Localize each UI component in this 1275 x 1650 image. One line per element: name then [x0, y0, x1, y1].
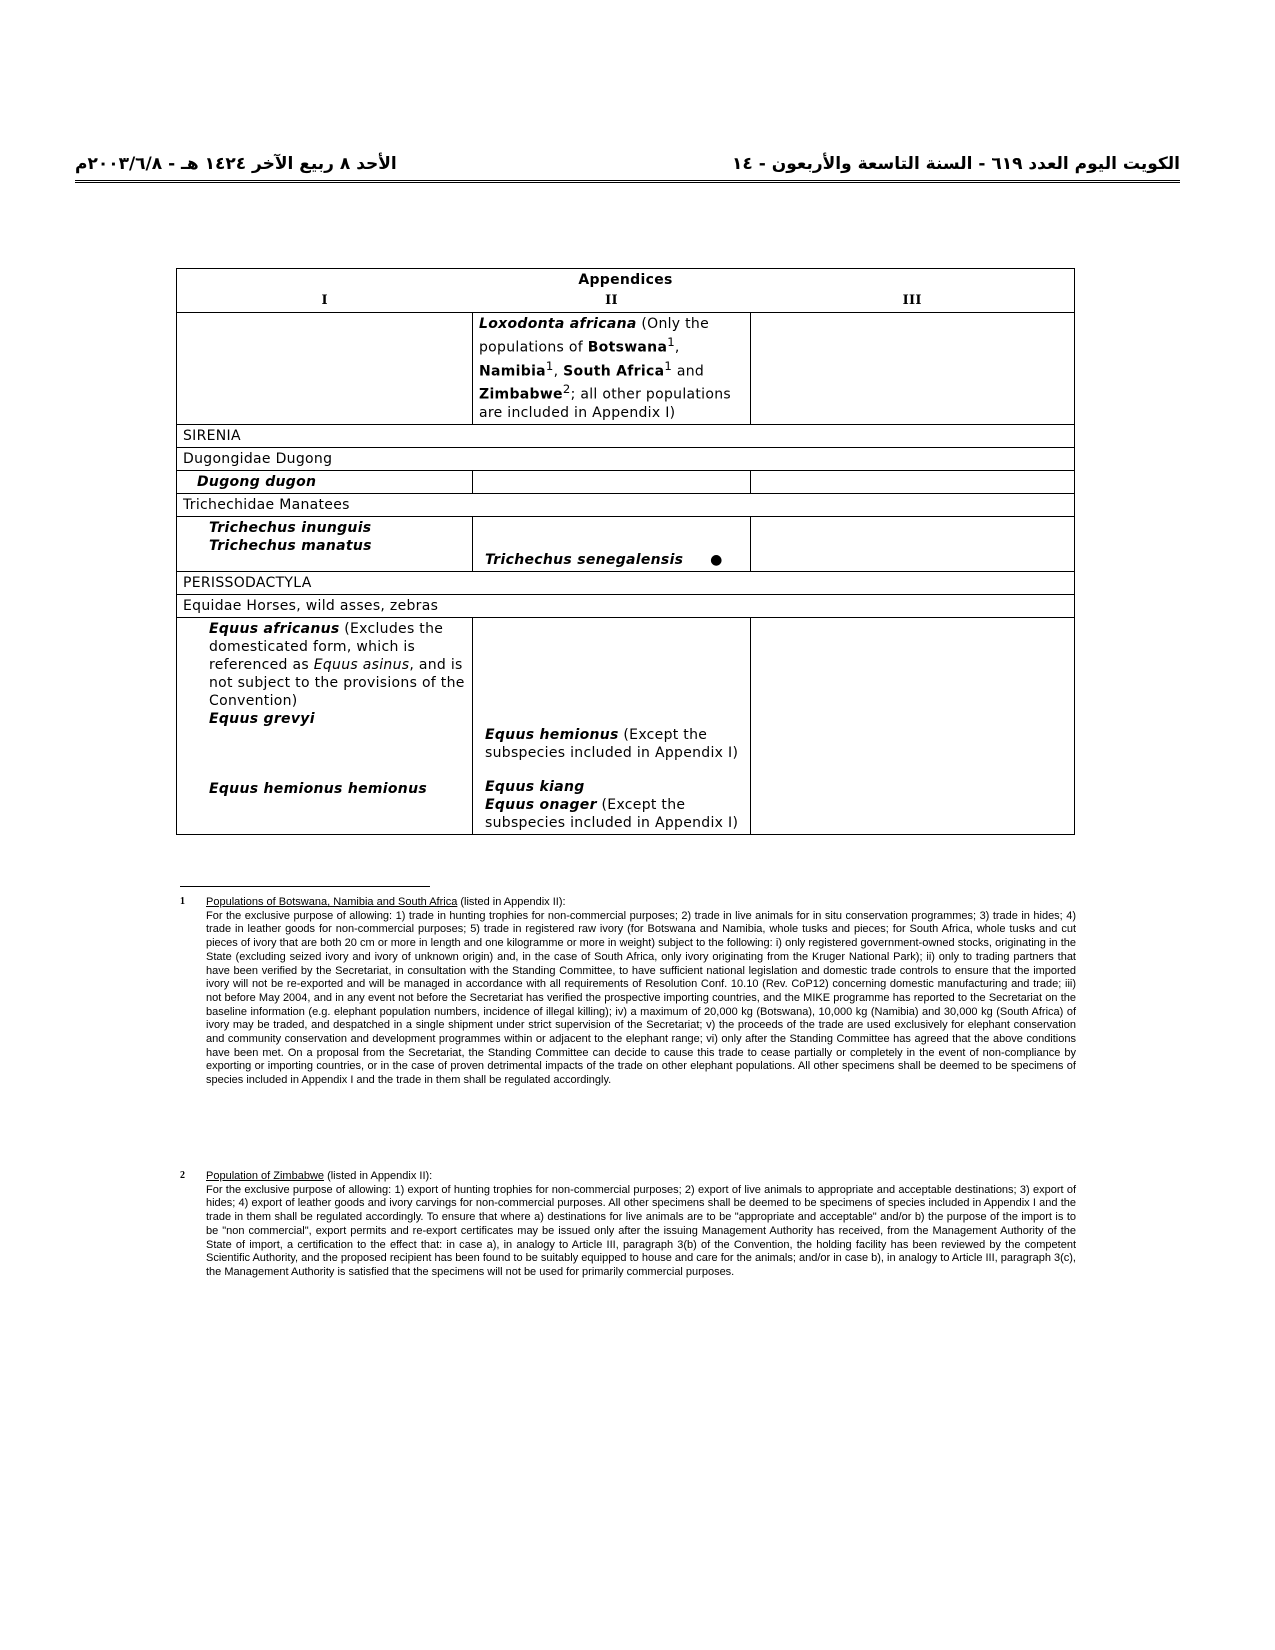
footnote-1: Populations of Botswana, Namibia and South Africa (listed in Appendix II): For the exclusive purpose of allowing: 1) trade in hunting trophies for non-commercial purposes; 2) trade in live animals for in situ conservation programmes; 3) trade in hides; 4) trade in leather goods for non-commercial purposes; 5) trade in registered raw ivory (for Botswana and Namibia, whole tusks and pieces; for South Africa, whole tusks and cut pieces of ivory that are both 20 cm or more in length and one kilogramme or more in weight) subject to the following: i) only registered government-owned stocks, originating in the State (excluding seized ivory and ivory of unknown origin) and, in the case of South Africa, only ivory originating from the Kruger National Park); ii) only to trading partners that have been verified by the Secretariat, in consultation with the Standing Committee, to have sufficient national legislation and domestic trade controls to ensure that the imported ivory will not be re-exported and will be managed in accordance with all requirements of Resolution Conf. 10.10 (Rev. CoP12) concerning domestic manufacturing and trade; iii) not before May 2004, and in any event not before the Secretariat has verified the prospective importing countries, and the MIKE programme has reported to the Secretariat on the baseline information (e.g. elephant population numbers, incidence of illegal killing); iv) a maximum of 20,000 kg (Botswana), 10,000 kg (Namibia) and 30,000 kg (South Africa) of ivory may be traded, and despatched in a single shipment under strict supervision of the Secretariat; v) the proceeds of the trade are used exclusively for elephant conservation and community conservation and development programmes within or adjacent to the elephant range; vi) only after the Standing Committee has agreed that the above conditions have been met. On a proposal from the Secretariat, the Standing Committee can decide to cause this trade to cease partially or completely in the event of non-compliance by exporting or importing countries, or in the case of proven detrimental impacts of the trade on other elephant populations. All other specimens shall be deemed to be specimens of species included in Appendix I and the trade in them shall be regulated accordingly.: [206, 896, 1076, 1087]
species-trichechus-manatus: Trichechus manatus: [209, 537, 372, 554]
table-row: [177, 313, 1075, 425]
table-row: [177, 617, 1075, 834]
species-equus-africanus: Equus africanus (Excludes the domesticated form, which is referenced as Equus asinus, and is not subject to the provisions of the Convention): [209, 620, 465, 709]
table-row: [177, 470, 1075, 493]
appendices-table: [176, 268, 1075, 835]
table-row: [177, 516, 1075, 571]
table-row: [177, 571, 1075, 594]
table-title: Appendices: [177, 269, 1075, 290]
footnote-1-title: Populations of Botswana, Namibia and South Africa: [206, 896, 458, 908]
species-trichechus-inunguis: Trichechus inunguis: [209, 519, 372, 536]
species-trichechus-senegalensis: Trichechus senegalensis: [485, 551, 684, 568]
order-perissodactyla: PERISSODACTYLA: [177, 571, 1075, 594]
header-date: الأحد ٨ ربيع الآخر ١٤٢٤ هـ - ٢٠٠٣/٦/٨م: [75, 154, 397, 174]
species-equus-kiang: Equus kiang: [485, 778, 585, 795]
footnote-separator: [180, 886, 430, 887]
species-equus-hemionus: Equus hemionus (Except the subspecies included in Appendix I): [485, 726, 739, 761]
species-equus-hemionus-hemionus: Equus hemionus hemionus: [209, 780, 427, 797]
column-header-i: I: [321, 293, 328, 308]
table-title-row: [177, 269, 1075, 290]
table-row: [177, 493, 1075, 516]
bullet-icon: ●: [710, 551, 723, 568]
column-header-ii: II: [605, 293, 618, 308]
footnote-marker-1: 1: [180, 896, 185, 907]
order-sirenia: SIRENIA: [177, 424, 1075, 447]
table-row: [177, 594, 1075, 617]
table-row: [177, 424, 1075, 447]
footnote-2: Population of Zimbabwe (listed in Appendix II): For the exclusive purpose of allowing: 1) export of hunting trophies for non-commercial purposes; 2) export of live animals to appropriate and acceptable destinations; 3) export of hides; 4) export of leather goods and ivory carvings for non-commercial purposes. All other specimens shall be deemed to be specimens of species included in Appendix I and the trade in them shall be regulated accordingly. To ensure that where a) destinations for live animals are to be "appropriate and acceptable" and/or b) the purpose of the import is to be "non commercial", export permits and re-export certificates may be issued only after the issuing Management Authority has received, from the Management Authority of the State of import, a certification to the effect that: in case a), in analogy to Article III, paragraph 3(b) of the Convention, the holding facility has been reviewed by the competent Scientific Authority, and the proposed recipient has been found to be suitably equipped to house and care for the animals; and/or in case b), in analogy to Article III, paragraph 3(c), the Management Authority is satisfied that the specimens will not be used for primarily commercial purposes.: [206, 1170, 1076, 1278]
page-header: [75, 150, 1180, 183]
footnote-marker-2: 2: [180, 1170, 185, 1181]
footnote-1-body: For the exclusive purpose of allowing: 1) trade in hunting trophies for non-commercial purposes; 2) trade in live animals for in situ conservation programmes; 3) trade in hides; 4) trade in leather goods for non-commercial purposes; 5) trade in registered raw ivory (for Botswana and Namibia, whole tusks and pieces; for South Africa, whole tusks and cut pieces of ivory that are both 20 cm or more in length and one kilogramme or more in weight) subject to the following: i) only registered government-owned stocks, originating in the State (excluding seized ivory and ivory of unknown origin) and, in the case of South Africa, only ivory originating from the Kruger National Park); ii) only to trading partners that have been verified by the Secretariat, in consultation with the Standing Committee, to have sufficient national legislation and domestic trade controls to ensure that the imported ivory will not be re-exported and will be managed in accordance with all requirements of Resolution Conf. 10.10 (Rev. CoP12) concerning domestic manufacturing and trade; iii) not before May 2004, and in any event not before the Secretariat has verified the prospective importing countries, and the MIKE programme has reported to the Secretariat on the baseline information (e.g. elephant population numbers, incidence of illegal killing); iv) a maximum of 20,000 kg (Botswana), 10,000 kg (Namibia) and 30,000 kg (South Africa) of ivory may be traded, and despatched in a single shipment under strict supervision of the Secretariat; v) the proceeds of the trade are used exclusively for elephant conservation and community conservation and development programmes within or adjacent to the elephant range; vi) only after the Standing Committee has agreed that the above conditions have been met. On a proposal from the Secretariat, the Standing Committee can decide to cause this trade to cease partially or completely in the event of non-compliance by exporting or importing countries, or in the case of proven detrimental impacts of the trade on other elephant populations. All other specimens shall be deemed to be specimens of species included in Appendix I and the trade in them shall be regulated accordingly.: [206, 909, 1076, 1087]
family-trichechidae: Trichechidae Manatees: [177, 493, 1075, 516]
species-dugong-dugon: Dugong dugon: [197, 473, 317, 490]
species-equus-grevyi: Equus grevyi: [209, 710, 315, 727]
table-header-row: [177, 289, 1075, 313]
column-header-iii: III: [902, 293, 922, 308]
table-row: [177, 447, 1075, 470]
species-equus-onager: Equus onager (Except the subspecies included in Appendix I): [485, 796, 739, 831]
family-dugongidae: Dugongidae Dugong: [177, 447, 1075, 470]
header-publication: الكويت اليوم العدد ٦١٩ - السنة التاسعة والأربعون - ١٤: [732, 154, 1180, 174]
footnote-2-title: Population of Zimbabwe: [206, 1170, 325, 1182]
loxodonta-entry: Loxodonta africana (Only the populations of Botswana$^1$, Namibia$^1$, South Africa$^1$ and Zimbabwe$^2$; all other populations are included in Appendix I): [473, 313, 751, 425]
footnote-2-body: For the exclusive purpose of allowing: 1) export of hunting trophies for non-commercial purposes; 2) export of live animals to appropriate and acceptable destinations; 3) export of hides; 4) export of leather goods and ivory carvings for non-commercial purposes. All other specimens shall be deemed to be specimens of species included in Appendix I and the trade in them shall be regulated accordingly. To ensure that where a) destinations for live animals are to be "appropriate and acceptable" and/or b) the purpose of the import is to be "non commercial", export permits and re-export certificates may be issued only after the issuing Management Authority has received, from the Management Authority of the State of import, a certification to the effect that: in case a), in analogy to Article III, paragraph 3(b) of the Convention, the holding facility has been reviewed by the competent Scientific Authority, and the proposed recipient has been found to be suitably equipped to house and care for the animals; and/or in case b), in analogy to Article III, paragraph 3(c), the Management Authority is satisfied that the specimens will not be used for primarily commercial purposes.: [206, 1183, 1076, 1278]
family-equidae: Equidae Horses, wild asses, zebras: [177, 594, 1075, 617]
